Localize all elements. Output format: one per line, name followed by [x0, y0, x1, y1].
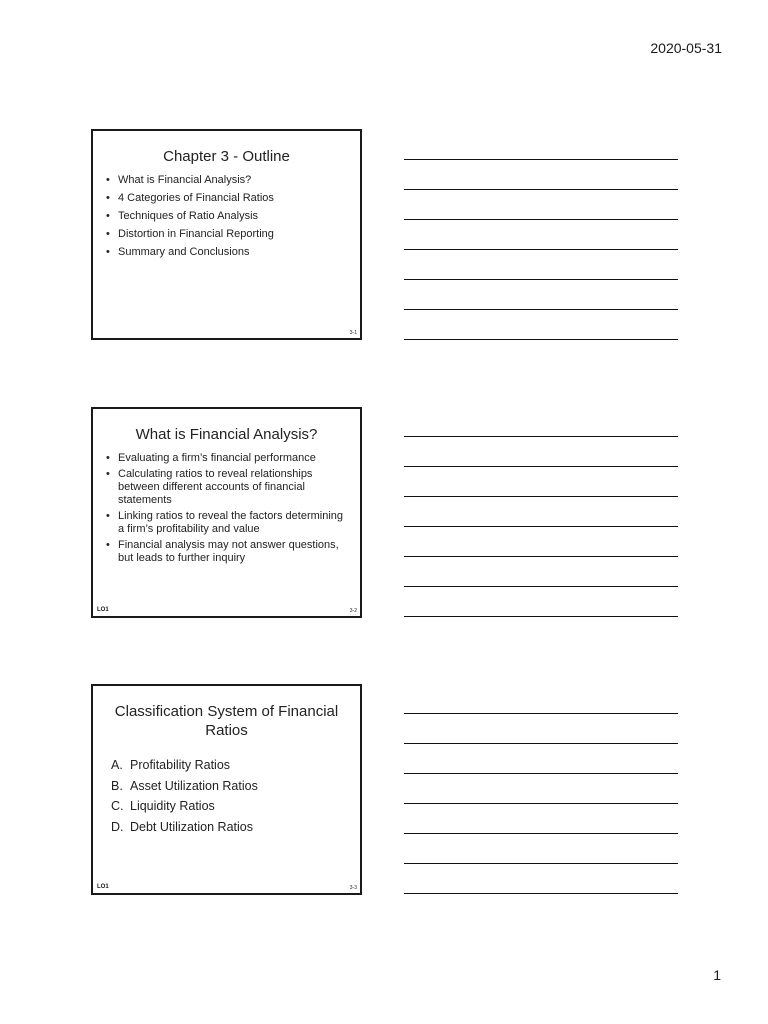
list-item: • Distortion in Financial Reporting	[105, 228, 348, 241]
note-line	[404, 339, 678, 340]
note-line	[404, 436, 678, 437]
list-item: • Techniques of Ratio Analysis	[105, 210, 348, 223]
list-item: • Financial analysis may not answer questions, but leads to further inquiry	[105, 539, 348, 565]
note-line	[404, 466, 678, 467]
list-item-text: Profitability Ratios	[130, 758, 231, 772]
list-item-text: Debt Utilization Ratios	[130, 819, 253, 834]
note-line	[404, 219, 678, 220]
print-date: 2020-05-31	[650, 40, 722, 56]
note-line	[404, 713, 678, 714]
slide-number: 3-2	[349, 608, 357, 614]
list-item: • What is Financial Analysis?	[105, 174, 348, 187]
note-line	[404, 309, 678, 310]
note-line	[404, 863, 678, 864]
bullet-list	[93, 174, 360, 259]
note-line	[404, 803, 678, 804]
list-item	[111, 820, 348, 835]
list-item: • Summary and Conclusions	[105, 246, 348, 259]
note-line	[404, 893, 678, 894]
note-line	[404, 279, 678, 280]
bullet-list	[93, 452, 360, 565]
note-line	[404, 833, 678, 834]
note-line	[404, 773, 678, 774]
list-item-text: Asset Utilization Ratios	[130, 778, 258, 793]
list-item: • Calculating ratios to reveal relationships between different accounts of financial statements	[105, 468, 348, 507]
slide-title: Chapter 3 - Outline	[163, 148, 290, 165]
note-line	[404, 496, 678, 497]
slide-chapter-outline	[91, 129, 362, 340]
learning-objective-tag: LO1	[97, 607, 109, 613]
note-line	[404, 189, 678, 190]
slide-title: Classification System of Financial Ratios	[114, 703, 339, 739]
list-letter: C.	[111, 799, 124, 813]
list-item	[111, 799, 348, 814]
slide-classification-system	[91, 684, 362, 895]
slide-number: 3-1	[349, 330, 357, 336]
note-line	[404, 743, 678, 744]
list-letter: A.	[111, 758, 123, 772]
slide-number: 3-3	[349, 885, 357, 891]
list-item	[111, 779, 348, 794]
list-item: • Evaluating a firm’s financial performance	[105, 452, 348, 465]
lettered-list	[93, 758, 360, 835]
learning-objective-tag: LO1	[97, 884, 109, 890]
note-line	[404, 586, 678, 587]
slide-what-is-financial-analysis	[91, 407, 362, 618]
note-line	[404, 526, 678, 527]
note-line	[404, 249, 678, 250]
list-item-text: Liquidity Ratios	[130, 799, 215, 813]
page-number: 1	[713, 967, 721, 983]
list-item: • Linking ratios to reveal the factors determining a firm’s profitability and value	[105, 510, 348, 536]
note-line	[404, 159, 678, 160]
list-letter: B.	[111, 778, 123, 793]
slide-title: What is Financial Analysis?	[135, 426, 318, 443]
note-line	[404, 556, 678, 557]
list-item: • 4 Categories of Financial Ratios	[105, 192, 348, 205]
list-letter: D.	[111, 819, 124, 834]
note-line	[404, 616, 678, 617]
list-item	[111, 758, 348, 773]
